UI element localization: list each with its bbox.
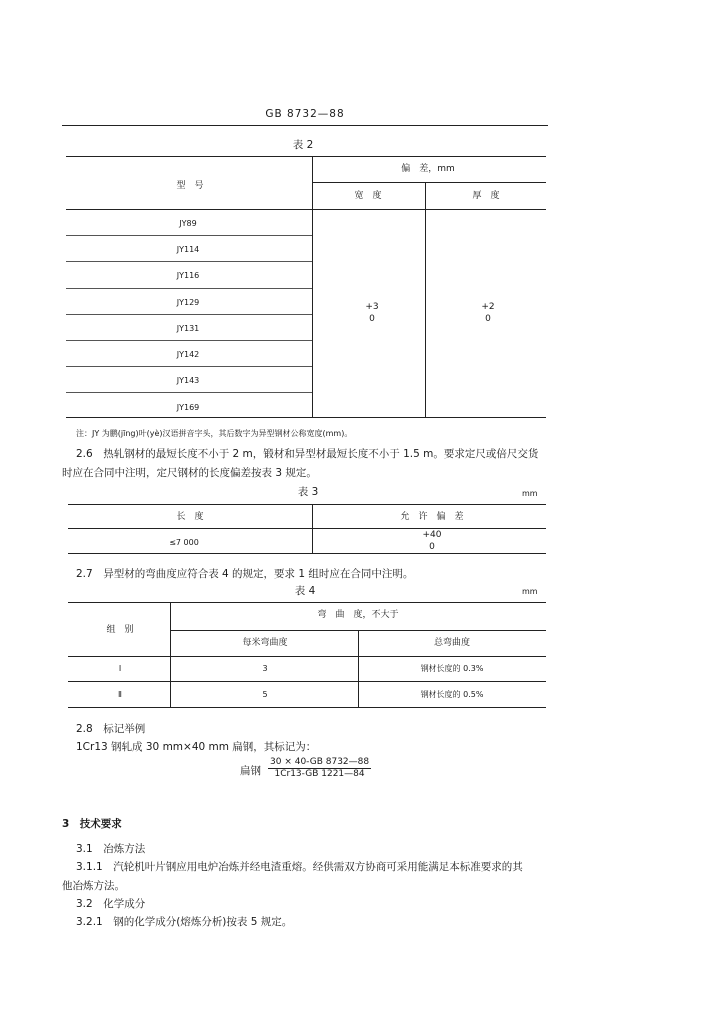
table2-top-rule [66,156,546,157]
table4-header-rule [68,656,546,657]
table4-group-cell: Ⅰ [118,664,122,673]
table4-total-cell: 钢材长度的 0.3% [420,664,484,673]
para-2-6-line2: 时应在合同中注明，定尺钢材的长度偏差按表 3 规定。 [62,467,317,479]
table2-row-rule [66,288,312,289]
table4-unit: mm [522,587,538,596]
table2-row-rule [66,314,312,315]
table3-col-length: 长 度 [176,512,204,522]
section-3-heading: 3 技术要求 [62,818,122,830]
table3-header-rule [68,528,546,529]
table2-title: 表 2 [292,139,314,151]
table3-title: 表 3 [297,486,319,498]
table2-row-rule [66,235,312,236]
marking-fraction [268,757,371,780]
table3-unit: mm [522,489,538,498]
para-2-7: 2.7 异型材的弯曲度应符合表 4 的规定，要求 1 组时应在合同中注明。 [76,568,414,580]
table4-divider-group [170,602,171,707]
table4-header-rule-mid [170,630,546,631]
table2-col-thickness: 厚 度 [472,191,500,201]
table2-model-cell: JY116 [176,271,200,280]
section-3-2-1: 3.2.1 钢的化学成分(熔炼分析)按表 5 规定。 [76,916,293,928]
table2-col-deviation: 偏 差，mm [401,164,455,174]
header-rule [62,125,548,126]
marking-prefix: 扁钢 [240,765,261,777]
table2-model-cell: JY143 [176,376,200,385]
standard-code: GB 8732—88 [265,108,345,120]
table4-row-rule [68,681,546,682]
section-3-1-1-line1: 3.1.1 汽轮机叶片钢应用电炉冶炼并经电渣重熔。经供需双方协商可采用能满足本标准要求的其 [76,861,523,873]
table4-col-total: 总弯曲度 [433,638,471,648]
table2-col-width: 宽 度 [354,191,382,201]
table2-row-rule [66,340,312,341]
table2-model-cell: JY169 [176,403,200,412]
table4-col-per-meter: 每米弯曲度 [242,638,288,648]
table4-col-bend: 弯 曲 度，不大于 [317,610,399,620]
table3-col-deviation: 允 许 偏 差 [400,512,464,522]
table2-model-cell: JY131 [176,324,200,333]
table4-bottom-rule [68,707,546,708]
table3-length-cell: ≤7 000 [169,538,199,547]
table4-per-meter-cell: 5 [262,690,268,699]
table3-tolerance: +40 0 [422,530,442,552]
table3-bottom-rule [68,553,546,554]
table2-bottom-rule [66,417,546,418]
table2-divider-sub [425,182,426,417]
table2-model-cell: JY142 [176,350,200,359]
para-2-8-text: 1Cr13 钢轧成 30 mm×40 mm 扁钢，其标记为： [76,741,317,753]
section-3-1: 3.1 冶炼方法 [76,843,146,855]
table4-title: 表 4 [294,585,316,597]
table4-per-meter-cell: 3 [262,664,268,673]
para-2-6-line1: 2.6 热轧钢材的最短长度不小于 2 m，锻材和异型材最短长度不小于 1.5 m。要求定尺或倍尺交货 [76,448,539,460]
table2-header-rule-mid [312,182,546,183]
table4-col-group: 组 别 [106,625,134,635]
table2-note: 注：JY 为鹏(jīng)叶(yè)汉语拼音字头，其后数字为异型钢材公称宽度(mm)。 [76,429,353,438]
section-3-2: 3.2 化学成分 [76,898,146,910]
marking-denominator: 1Cr13-GB 1221—84 [274,769,365,779]
table4-divider-bend [358,630,359,707]
table2-row-rule [66,392,312,393]
table2-width-tolerance: +3 0 [365,302,379,324]
table4-top-rule [68,602,546,603]
table4-group-cell: Ⅱ [118,690,122,699]
table2-row-rule [66,261,312,262]
para-2-8-heading: 2.8 标记举例 [76,723,146,735]
table2-header-rule [66,209,546,210]
section-3-1-1-line2: 他冶炼方法。 [62,880,125,892]
table2-divider-main [312,156,313,417]
table2-model-cell: JY129 [176,298,200,307]
table2-col-model: 型 号 [176,181,204,191]
table2-model-cell: JY89 [179,219,197,228]
table3-top-rule [68,504,546,505]
table2-row-rule [66,366,312,367]
table2-model-cell: JY114 [176,245,200,254]
marking-numerator: 30 × 40-GB 8732—88 [270,757,370,767]
table4-total-cell: 钢材长度的 0.5% [420,690,484,699]
table2-thickness-tolerance: +2 0 [481,302,495,324]
